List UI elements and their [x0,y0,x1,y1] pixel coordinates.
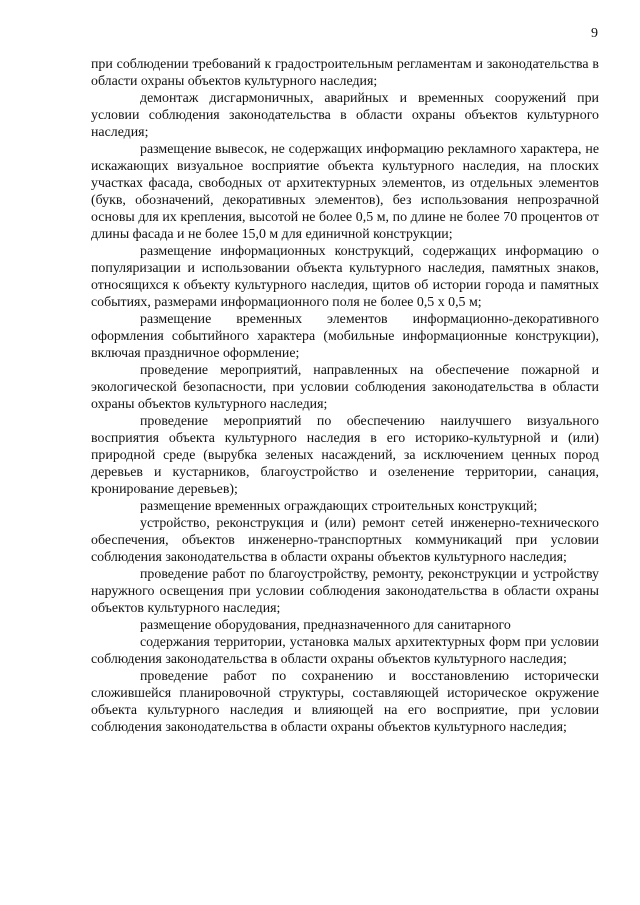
paragraph-continuation: при соблюдении требований к градостроительным регламентам и законодательства в области охраны объектов культурного наследия; [91,57,599,89]
paragraph: размещение информационных конструкций, содержащих информацию о популяризации и использовании объекта культурного наследия, памятных знаков, относящихся к объекту культурного наследия, щитов об истории города и памятных событиях, размерами информационного поля не более 0,5 х 0,5 м; [91,244,599,310]
paragraph: устройство, реконструкция и (или) ремонт сетей инженерно-технического обеспечения, объектов инженерно-транспортных коммуникаций при условии соблюдения законодательства в области охраны объектов культурного наследия; [91,516,599,565]
paragraph: размещение временных ограждающих строительных конструкций; [140,499,538,514]
paragraph: размещение вывесок, не содержащих информацию рекламного характера, не искажающих визуальное восприятие объекта культурного наследия, на плоских участках фасада, свободных от архитектурных элементов, из отдельных элементов (букв, обозначений, декоративных элементов), без использования непрозрачной основы для их крепления, высотой не более 0,5 м, по длине не более 70 процентов от длины фасада и не более 15,0 м для единичной конструкции; [91,142,599,242]
document-body [91,56,599,736]
paragraph: проведение работ по благоустройству, ремонту, реконструкции и устройству наружного освещения при условии соблюдения законодательства в области охраны объектов культурного наследия; [91,567,599,616]
paragraph: проведение работ по сохранению и восстановлению исторически сложившейся планировочной структуры, составляющей историческое окружение объекта культурного наследия и влияющей на его восприятие, при условии соблюдения законодательства в области охраны объектов культурного наследия; [91,669,599,735]
page-number: 9 [591,26,598,41]
paragraph: проведение мероприятий, направленных на обеспечение пожарной и экологической безопасности, при условии соблюдения законодательства в области охраны объектов культурного наследия; [91,363,599,412]
paragraph: содержания территории, установка малых архитектурных форм при условии соблюдения законодательства в области охраны объектов культурного наследия; [91,635,599,667]
paragraph: проведение мероприятий по обеспечению наилучшего визуального восприятия объекта культурного наследия в его историко-культурной и (или) природной среде (вырубка зеленых насаждений, за исключением ценных пород деревьев и кустарников, благоустройство и озеленение территории, санация, кронирование деревьев); [91,414,599,497]
paragraph: размещение временных элементов информационно-декоративного оформления событийного характера (мобильные информационные конструкции), включая праздничное оформление; [91,312,599,361]
paragraph: демонтаж дисгармоничных, аварийных и временных сооружений при условии соблюдения законодательства в области охраны объектов культурного наследия; [91,91,599,140]
paragraph: размещение оборудования, предназначенного для санитарного [140,618,511,633]
